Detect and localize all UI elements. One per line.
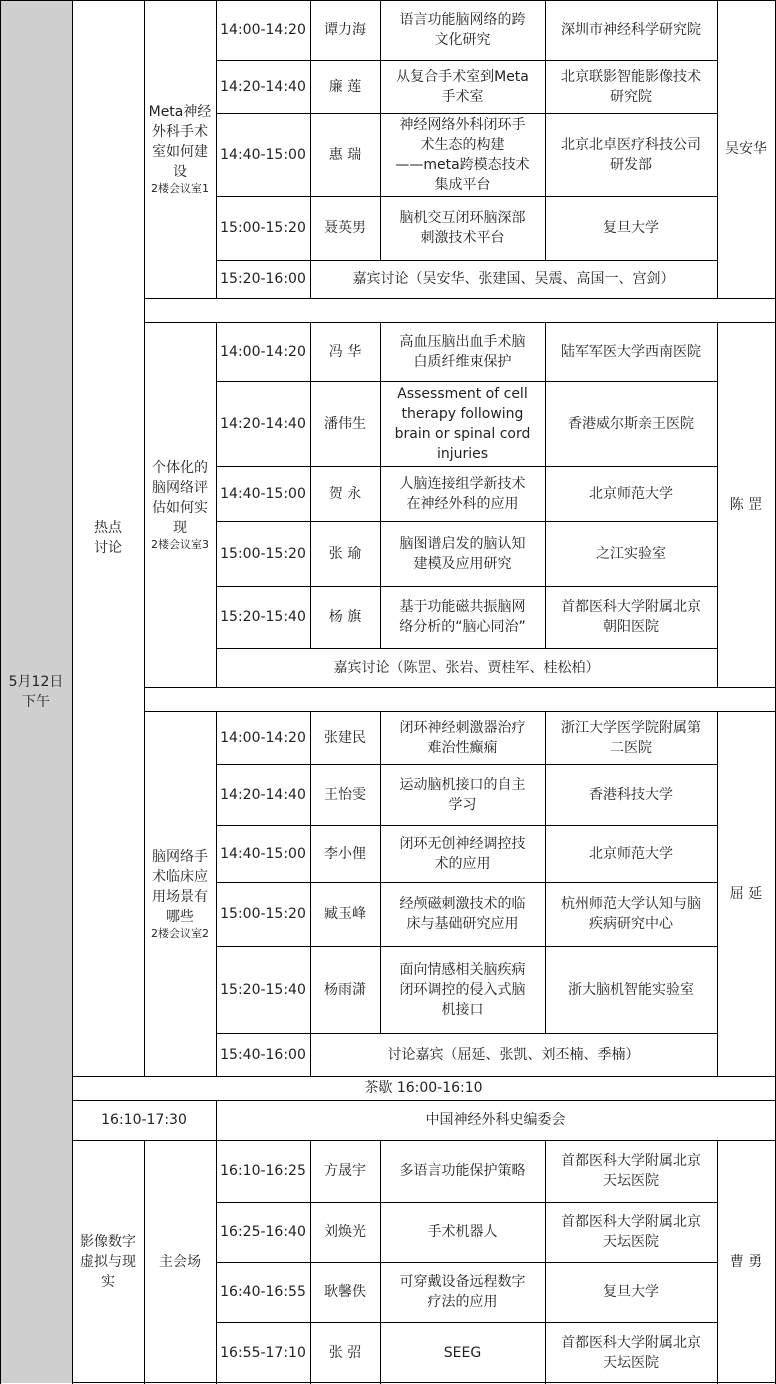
session-chair: 陈 罡 [729,496,763,513]
grid-line [380,60,381,114]
grid-line [216,466,718,467]
grid-line [144,711,776,712]
talk-organization: 复旦大学 [603,220,659,236]
grid-line [310,0,311,61]
talk-topic: 基于功能磁共振脑网 络分析的“脑心同治” [399,599,526,635]
talk-time: 16:25-16:40 [220,1224,306,1240]
grid-line [717,0,718,61]
session-room: 2楼会议室3 [151,537,209,551]
grid-line [216,521,718,522]
talk-time: 16:55-17:10 [220,1344,306,1361]
talk-time: 14:00-14:20 [220,729,306,746]
grid-line [545,825,546,883]
talk-speaker: 贺 永 [328,485,362,502]
grid-line [0,0,776,1]
grid-line [717,196,718,261]
session-room: 2楼会议室2 [151,926,209,940]
grid-line [310,882,311,947]
talk-topic: Assessment of cell therapy following brain or spinal cord injuries [394,385,531,462]
talk-time: 16:10-16:25 [220,1163,306,1179]
grid-line [216,1202,718,1203]
grid-line [310,1262,311,1323]
talk-topic: 闭环神经刺激器治疗 难治性癫痫 [399,719,526,756]
grid-line [545,764,546,826]
session-title [144,322,216,687]
grid-line [310,521,311,587]
grid-line [717,586,718,649]
grid-line [545,196,546,261]
date-label: 5月12日 下午 [8,673,64,710]
talk-speaker: 潘伟生 [324,415,366,432]
grid-line [717,60,718,114]
talk-time: 14:40-15:00 [220,146,306,163]
grid-line [216,1100,217,1141]
grid-line [380,711,381,765]
talk-organization: 香港威尔斯亲王医院 [568,415,694,432]
talk-organization: 浙大脑机智能实验室 [568,981,694,998]
session-title-text: 脑网络手 术临床应 用场景有 哪些 [152,848,208,925]
talk-time: 14:40-15:00 [220,485,306,502]
grid-line [717,521,718,587]
grid-line [216,322,217,382]
grid-line [545,1262,546,1323]
imaging-venue: 主会场 [159,1253,201,1270]
grid-line [216,648,217,688]
talk-time: 15:00-15:20 [220,906,306,922]
talk-speaker: 张 弨 [328,1344,362,1361]
grid-line [717,381,718,467]
talk-topic: 手术机器人 [427,1224,498,1240]
grid-line [0,0,1,1384]
talk-time: 14:20-14:40 [220,415,306,432]
grid-line [310,322,311,382]
grid-line [310,60,311,114]
talk-topic: 从复合手术室到Meta 手术室 [396,68,529,105]
imaging-session-title: 影像数字 虚拟与现 实 [80,1233,136,1290]
discussion-time: 15:20-16:00 [220,271,306,287]
talk-time: 15:20-15:40 [220,981,306,998]
talk-topic: 可穿戴设备远程数字 疗法的应用 [399,1274,526,1310]
grid-line [216,586,718,587]
talk-organization: 首都医科大学附属北京 朝阳医院 [561,599,701,635]
grid-line [545,113,546,197]
talk-speaker: 谭力海 [324,22,366,38]
grid-line [310,1140,311,1203]
talk-speaker: 张 瑜 [328,545,362,562]
grid-line [310,1202,311,1263]
talk-organization: 之江实验室 [596,545,666,562]
grid-line [310,825,311,883]
grid-line [545,586,546,649]
talk-speaker: 耿馨佚 [324,1284,366,1300]
grid-line [717,648,718,688]
grid-line [216,586,217,649]
grid-line [717,113,718,197]
talk-time: 14:00-14:20 [220,343,306,360]
grid-line [144,1140,145,1384]
talk-speaker: 聂英男 [324,220,366,236]
talk-time: 14:40-15:00 [220,845,306,862]
talk-topic: 面向情感相关脑疾病 闭环调控的侵入式脑 机接口 [399,961,526,1018]
grid-line [216,946,718,947]
talk-speaker: 惠 瑞 [328,146,362,163]
grid-line [380,1322,381,1384]
talk-topic: 神经网络外科闭环手 术生态的构建 ——meta跨模态技术 集成平台 [395,116,530,193]
talk-organization: 北京师范大学 [589,845,673,862]
talk-topic: 闭环无创神经调控技 术的应用 [399,835,526,872]
hot-topic-label: 热点 讨论 [94,520,122,556]
talk-topic: 语言功能脑网络的跨 文化研究 [399,12,526,48]
imaging-chair: 曹 勇 [729,1253,763,1270]
grid-line [380,586,381,649]
grid-line [545,466,546,522]
grid-line [717,882,718,947]
talk-time: 14:20-14:40 [220,78,306,95]
grid-line [216,466,217,522]
grid-line [717,825,718,883]
talk-topic: 经颅磁刺激技术的临 床与基础研究应用 [399,896,526,932]
talk-organization: 深圳市神经科学研究院 [561,22,701,38]
talk-organization: 复旦大学 [603,1284,659,1300]
grid-line [216,196,718,197]
talk-time: 15:00-15:20 [220,220,306,236]
grid-line [380,466,381,522]
grid-line [380,946,381,1034]
talk-speaker: 廉 莲 [328,78,362,95]
talk-speaker: 杨 旗 [328,609,362,625]
grid-line [216,946,217,1034]
grid-line [717,764,718,826]
grid-line [717,1140,718,1384]
grid-line [545,711,546,765]
grid-line [310,466,311,522]
talk-organization: 首都医科大学附属北京 天坛医院 [561,1334,701,1371]
grid-line [545,1202,546,1263]
grid-line [216,381,217,467]
grid-line [310,586,311,649]
grid-line [310,1033,311,1077]
grid-line [216,1140,217,1384]
talk-speaker: 刘焕光 [324,1224,366,1240]
talk-time: 15:20-15:40 [220,609,306,625]
talk-speaker: 杨雨潇 [324,981,366,998]
talk-organization: 首都医科大学附属北京 天坛医院 [561,1214,701,1250]
talk-organization: 北京北卓医疗科技公司 研发部 [561,136,701,173]
grid-line [144,322,776,323]
talk-topic: 人脑连接组学新技术 在神经外科的应用 [399,475,526,512]
session-chair: 吴安华 [725,141,767,157]
grid-line [216,113,718,114]
talk-organization: 浙江大学医学院附属第 二医院 [561,719,701,756]
grid-line [216,711,217,765]
grid-line [545,322,546,382]
talk-speaker: 张建民 [324,729,366,746]
grid-line [216,1140,718,1141]
grid-line [717,946,718,1034]
grid-line [216,1262,718,1263]
grid-line [310,711,311,765]
talk-speaker: 冯 华 [328,343,362,360]
talk-organization: 北京师范大学 [589,485,673,502]
talk-topic: SEEG [443,1344,482,1361]
grid-line [380,113,381,197]
grid-line [545,946,546,1034]
grid-line [216,825,718,826]
grid-line [310,196,311,261]
grid-line [717,466,718,522]
grid-line [216,260,217,299]
grid-line [717,260,718,299]
grid-line [545,1140,546,1203]
talk-topic: 脑机交互闭环脑深部 刺激技术平台 [399,210,526,246]
talk-time: 14:20-14:40 [220,786,306,803]
grid-line [717,322,718,382]
talk-topic: 脑图谱启发的脑认知 建模及应用研究 [399,535,526,572]
session-room: 2楼会议室1 [151,182,209,195]
grid-line [310,764,311,826]
discussion-text: 嘉宾讨论（吴安华、张建国、吴震、高国一、宫剑） [352,271,675,287]
talk-speaker: 臧玉峰 [324,906,366,922]
grid-line [216,764,217,826]
talk-speaker: 方晟宇 [324,1163,366,1179]
grid-line [216,521,217,587]
grid-line [717,711,718,765]
grid-line [545,381,546,467]
grid-line [216,113,217,197]
grid-line [545,521,546,587]
grid-line [545,882,546,947]
grid-line [216,882,217,947]
grid-line [310,113,311,197]
grid-line [310,1322,311,1384]
talk-organization: 北京联影智能影像技术 研究院 [561,68,701,105]
grid-line [545,60,546,114]
grid-line [216,0,217,61]
talk-speaker: 王怡雯 [324,786,366,803]
grid-line [216,764,718,765]
grid-line [144,298,776,299]
tea-break: 茶歇 16:00-16:10 [364,1080,483,1096]
session-title [144,0,216,298]
talk-topic: 多语言功能保护策略 [399,1163,526,1179]
grid-line [216,381,718,382]
grid-line [144,0,145,1077]
talk-organization: 陆军军医大学西南医院 [561,343,701,360]
grid-line [216,60,217,114]
grid-line [310,946,311,1034]
talk-speaker: 李小俚 [324,845,366,862]
talk-time: 14:00-14:20 [220,22,306,38]
grid-line [380,0,381,61]
grid-line [380,196,381,261]
grid-line [310,260,311,299]
discussion-text: 嘉宾讨论（陈罡、张岩、贾桂军、桂松柏） [333,659,600,676]
grid-line [380,322,381,382]
session-chair: 屈 延 [729,885,763,902]
grid-line [216,825,217,883]
talk-organization: 杭州师范大学认知与脑 疾病研究中心 [561,896,701,932]
grid-line [380,1140,381,1203]
grid-line [144,687,776,688]
talk-organization: 首都医科大学附属北京 天坛医院 [561,1153,701,1189]
grid-line [310,381,311,467]
grid-line [216,1322,718,1323]
grid-line [717,1033,718,1077]
session-title [144,711,216,1076]
talk-topic: 运动脑机接口的自主 学习 [399,776,526,813]
grid-line [380,825,381,883]
session-title-text: Meta神经 外科手术 室如何建 设 [148,104,212,180]
grid-line [380,381,381,467]
grid-line [216,1033,217,1077]
talk-organization: 香港科技大学 [589,786,673,803]
talk-topic: 高血压脑出血手术脑 白质纤维束保护 [399,333,526,370]
grid-line [216,196,217,261]
history-text: 中国神经外科史编委会 [425,1112,566,1128]
grid-line [380,882,381,947]
grid-line [216,60,718,61]
session-title-text: 个体化的 脑网络评 估如何实 现 [152,459,208,536]
discussion-time: 15:40-16:00 [220,1046,306,1063]
talk-time: 16:40-16:55 [220,1284,306,1300]
grid-line [380,1262,381,1323]
grid-line [216,882,718,883]
grid-line [380,1202,381,1263]
history-time: 16:10-17:30 [101,1112,187,1128]
grid-line [545,0,546,61]
grid-line [380,521,381,587]
talk-time: 15:00-15:20 [220,545,306,562]
grid-line [380,764,381,826]
discussion-text: 讨论嘉宾（屈延、张凯、刘丕楠、季楠） [387,1046,640,1063]
grid-line [545,1322,546,1384]
